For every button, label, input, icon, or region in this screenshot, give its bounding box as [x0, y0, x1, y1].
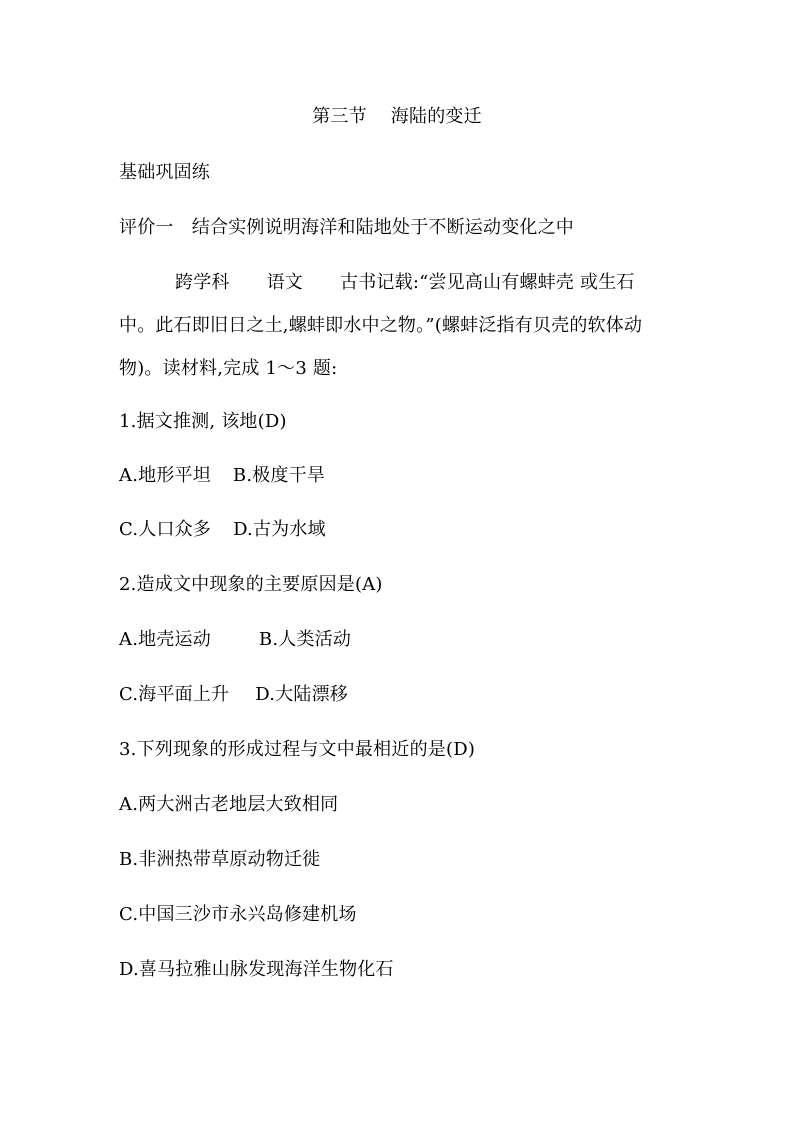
question-2-options-row-1 — [119, 629, 351, 651]
question-1-option-b: B.极度干旱 — [232, 465, 326, 486]
passage-tag-subject: 跨学科 — [175, 272, 230, 293]
passage-line-1 — [175, 272, 635, 294]
question-1-option-d: D.古为水域 — [233, 519, 326, 540]
title-name: 海陆的变迁 — [390, 106, 482, 127]
question-1-stem: 1.据文推测, 该地(D) — [119, 411, 287, 432]
question-3-option-b: B.非洲热带草原动物迁徙 — [119, 849, 321, 870]
question-2-option-d: D.大陆漂移 — [255, 684, 348, 705]
question-1-option-c: C.人口众多 — [119, 519, 212, 540]
question-2-option-c: C.海平面上升 — [119, 684, 230, 705]
question-1-option-a: A.地形平坦 — [119, 465, 211, 486]
evaluation-heading: 评价一 结合实例说明海洋和陆地处于不断运动变化之中 — [119, 217, 574, 238]
page-title — [0, 106, 794, 128]
passage-line-3: 物)。读材料,完成 1～3 题: — [119, 358, 338, 379]
passage-text-1: 古书记载:“尝见高山有螺蚌壳 或生石 — [340, 272, 635, 293]
question-3-stem: 3.下列现象的形成过程与文中最相近的是(D) — [119, 739, 476, 760]
section-heading: 基础巩固练 — [119, 162, 210, 183]
question-2-option-a: A.地壳运动 — [119, 629, 211, 650]
title-section: 第三节 — [312, 106, 367, 127]
passage-tag-chinese: 语文 — [266, 272, 304, 293]
question-1-options-row-2 — [119, 519, 326, 541]
question-3-option-c: C.中国三沙市永兴岛修建机场 — [119, 904, 357, 925]
question-3-option-d: D.喜马拉雅山脉发现海洋生物化石 — [119, 959, 394, 980]
question-3-option-a: A.两大洲古老地层大致相同 — [119, 794, 339, 815]
question-2-stem: 2.造成文中现象的主要原因是(A) — [119, 574, 383, 595]
question-2-options-row-2 — [119, 684, 348, 706]
passage-line-2: 中。此石即旧日之土,螺蚌即水中之物。”(螺蚌泛指有贝壳的软体动 — [119, 315, 643, 336]
question-1-options-row-1 — [119, 465, 325, 487]
question-2-option-b: B.人类活动 — [258, 629, 352, 650]
